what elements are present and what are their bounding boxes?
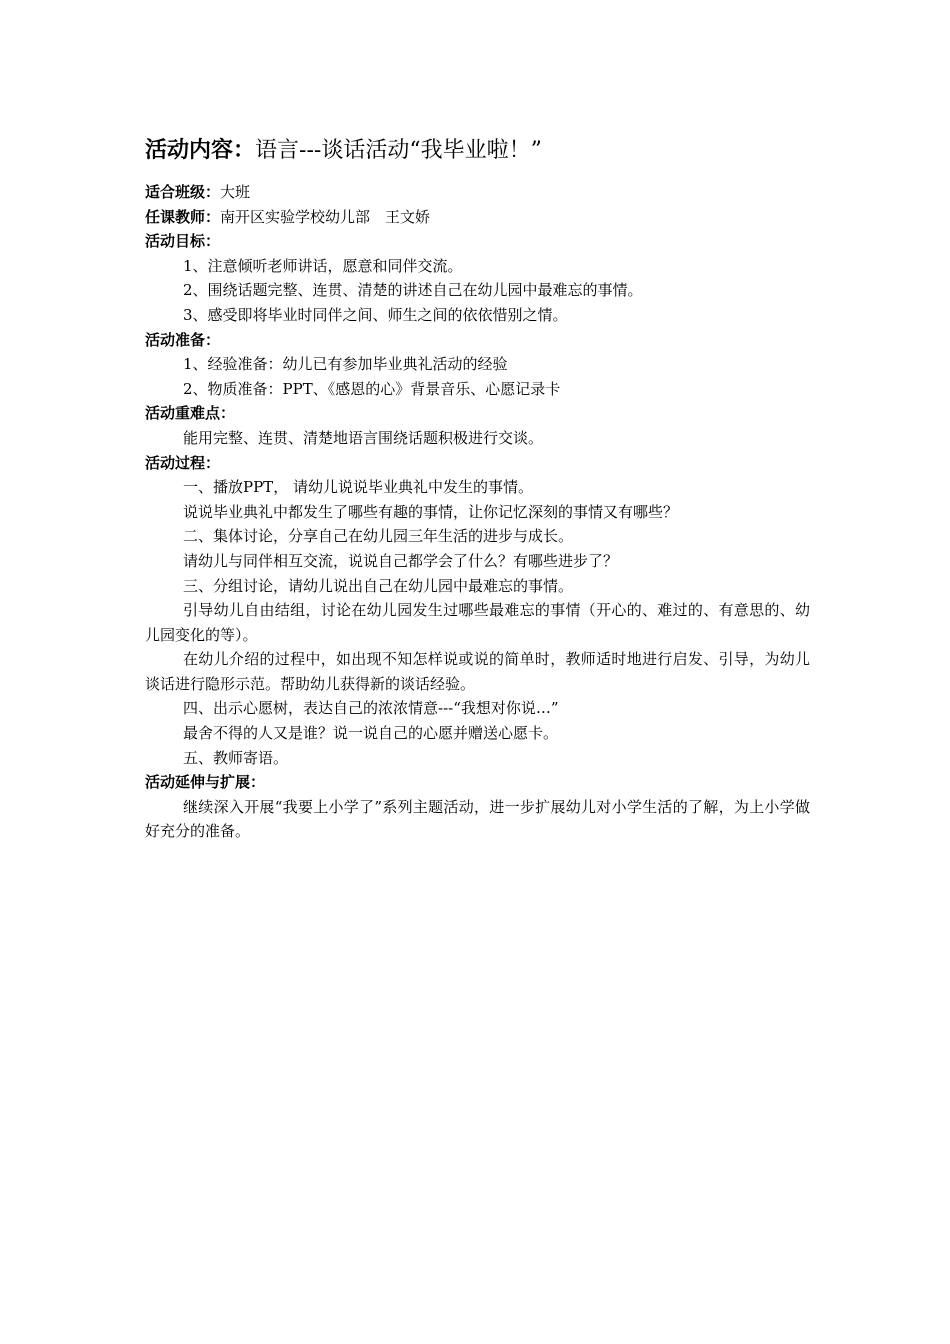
process-step: 三、分组讨论，请幼儿说出自己在幼儿园中最难忘的事情。 xyxy=(183,576,574,595)
goal-item: 1、注意倾听老师讲话，愿意和同伴交流。 xyxy=(183,256,463,275)
teacher-line xyxy=(145,205,810,230)
process-step: 说说毕业典礼中都发生了哪些有趣的事情，让你记忆深刻的事情又有哪些？ xyxy=(183,502,679,521)
process-step: 在幼儿介绍的过程中，如出现不知怎样说或说的简单时，教师适时地进行启发、引导，为幼儿谈话进行隐形示范。帮助幼儿获得新的谈话经验。 xyxy=(145,650,810,693)
preparation-item: 1、经验准备：幼儿已有参加毕业典礼活动的经验 xyxy=(183,355,508,374)
teacher-label: 任课教师： xyxy=(145,207,221,226)
key-point-item: 能用完整、连贯、清楚地语言围绕话题积极进行交谈。 xyxy=(183,428,544,447)
class-level-label: 适合班级： xyxy=(145,183,221,201)
process-step: 二、集体讨论，分享自己在幼儿园三年生活的进步与成长。 xyxy=(183,527,574,546)
goals-heading: 活动目标： xyxy=(145,232,221,251)
title-text: 语言---谈话活动“我毕业啦！” xyxy=(255,138,542,163)
document-title xyxy=(145,134,810,168)
goal-item: 3、感受即将毕业时同伴之间、师生之间的依依惜别之情。 xyxy=(183,305,568,324)
class-level-value: 大班 xyxy=(220,183,251,201)
process-step: 一、播放PPT， 请幼儿说说毕业典礼中发生的事情。 xyxy=(183,478,533,497)
extension-item: 继续深入开展“我要上小学了”系列主题活动，进一步扩展幼儿对小学生活的了解，为上小学做好充分的准备。 xyxy=(145,797,810,841)
class-level-line xyxy=(145,180,810,205)
process-step: 四、出示心愿树，表达自己的浓浓情意---“我想对你说…” xyxy=(183,699,559,718)
process-step: 五、教师寄语。 xyxy=(183,748,289,767)
preparation-heading: 活动准备： xyxy=(145,330,221,349)
process-step: 引导幼儿自由结组，讨论在幼儿园发生过哪些最难忘的事情（开心的、难过的、有意思的、幼儿园变化的等）。 xyxy=(145,601,810,644)
process-step: 请幼儿与同伴相互交流，说说自己都学会了什么？有哪些进步了？ xyxy=(183,551,619,570)
key-points-heading: 活动重难点： xyxy=(145,404,236,423)
process-heading: 活动过程： xyxy=(145,453,221,472)
extension-heading: 活动延伸与扩展： xyxy=(145,773,266,792)
title-label: 活动内容： xyxy=(145,138,256,163)
goal-item: 2、围绕话题完整、连贯、清楚的讲述自己在幼儿园中最难忘的事情。 xyxy=(183,281,643,300)
process-step: 最舍不得的人又是谁？说一说自己的心愿并赠送心愿卡。 xyxy=(183,724,559,743)
teacher-value: 南开区实验学校幼儿部 王文娇 xyxy=(220,207,431,226)
document-page xyxy=(145,134,810,844)
preparation-item: 2、物质准备：PPT、《感恩的心》背景音乐、心愿记录卡 xyxy=(183,379,561,398)
